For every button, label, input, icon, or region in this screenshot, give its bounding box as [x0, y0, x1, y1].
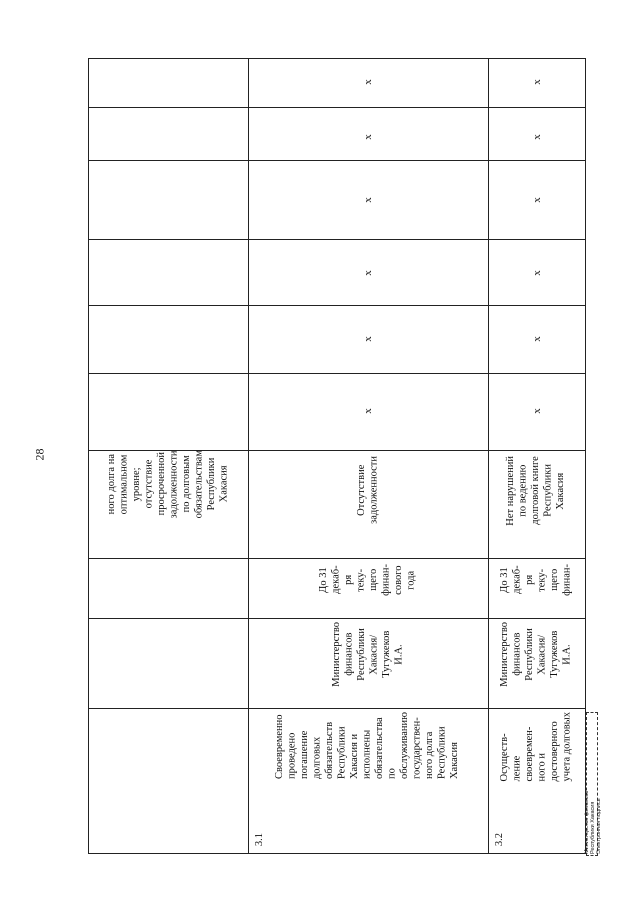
mark-cell: x — [530, 79, 543, 85]
deadline-cell: До 31 декаб- ря теку- щего финан- — [499, 564, 573, 596]
responsible-cell: Министерство финансов Республики Хакасия/ Тугужеков И.А. — [499, 622, 573, 687]
table-row — [88, 58, 248, 853]
activity-cell: Осуществ- ление своевремен- ного и достоверного учета долговых — [499, 712, 573, 782]
mark-cell: x — [530, 270, 543, 276]
mark-cell: x — [530, 336, 543, 342]
activity-cell: Своевременно проведено погашение долговых обязательств Республики Хакасия и исполнены обязательства по обслуживанию государствен- ного долга Республики Хакасия — [274, 712, 461, 780]
row-number: 3.1 — [253, 833, 265, 847]
mark-cell: x — [362, 134, 374, 140]
result-cell: Отсутствие задолженности — [355, 456, 379, 524]
mark-cell: x — [362, 336, 374, 342]
responsible-cell: Министерство финансов Республики Хакасия/ Тугужеков И.А. — [330, 622, 404, 687]
mark-cell: x — [362, 197, 374, 203]
mark-cell: x — [530, 134, 543, 140]
result-cell: ного долга на оптимальном уровне; отсутствие просроченной задолженности по долговым обязательствам Республики Хакасия — [105, 450, 229, 519]
mark-cell: x — [362, 270, 374, 276]
deadline-cell: До 31 декаб- ря теку- щего финан- сового года — [318, 564, 417, 596]
stamp-text: Министерство финансов Республики Хакасия Электронная подпись — [584, 790, 602, 854]
plan-table — [88, 58, 586, 853]
mark-cell: x — [530, 408, 543, 414]
result-cell: Нет нарушений по ведению долговой книге Республики Хакасия — [505, 456, 567, 526]
mark-cell: x — [362, 408, 374, 414]
mark-cell: x — [530, 197, 543, 203]
table-row — [248, 58, 488, 853]
mark-cell: x — [362, 79, 374, 85]
page-number: 28 — [32, 448, 47, 461]
row-number: 3.2 — [493, 833, 505, 847]
